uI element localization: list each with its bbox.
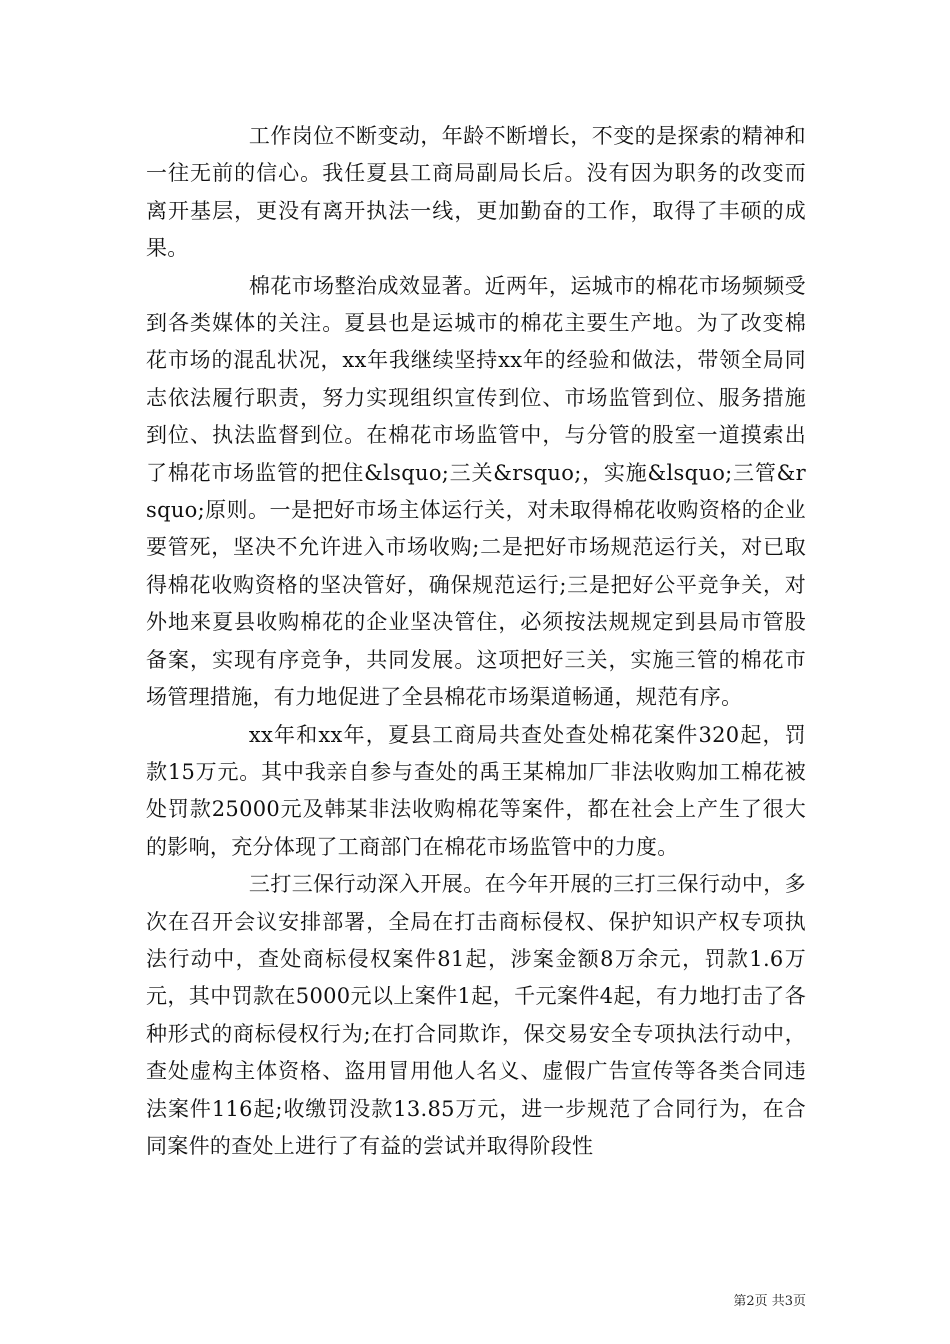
paragraph-2: 棉花市场整治成效显著。近两年，运城市的棉花市场频频受到各类媒体的关注。夏县也是运城市的棉花主要生产地。为了改变棉花市场的混乱状况，xx年我继续坚持xx年的经验和做法，带领全局同志依法履行职责，努力实现组织宣传到位、市场监管到位、服务措施到位、执法监督到位。在棉花市场监管中，与分管的股室一道摸索出了棉花市场监管的把住&lsquo;三关&rsquo;，实施&lsquo;三管&rsquo;原则。一是把好市场主体运行关，对未取得棉花收购资格的企业要管死，坚决不允许进入市场收购;二是把好市场规范运行关，对已取得棉花收购资格的坚决管好，确保规范运行;三是把好公平竞争关，对外地来夏县收购棉花的企业坚决管住，必须按法规规定到县局市管股备案，实现有序竞争，共同发展。这项把好三关，实施三管的棉花市场管理措施，有力地促进了全县棉花市场渠道畅通，规范有序。 [146,273,806,710]
body-text [146,118,806,1165]
paragraph-1: 工作岗位不断变动，年龄不断增长，不变的是探索的精神和一往无前的信心。我任夏县工商局副局长后。没有因为职务的改变而离开基层，更没有离开执法一线，更加勤奋的工作，取得了丰硕的成果。 [146,124,806,261]
paragraph-4: 三打三保行动深入开展。在今年开展的三打三保行动中，多次在召开会议安排部署，全局在打击商标侵权、保护知识产权专项执法行动中，查处商标侵权案件81起，涉案金额8万余元，罚款1.6万元，其中罚款在5000元以上案件1起，千元案件4起，有力地打击了各种形式的商标侵权行为;在打合同欺诈，保交易安全专项执法行动中，查处虚构主体资格、盗用冒用他人名义、虚假广告宣传等各类合同违法案件116起;收缴罚没款13.85万元，进一步规范了合同行为，在合同案件的查处上进行了有益的尝试并取得阶段性 [146,872,806,1158]
page-number: 第2页 共3页 [733,1294,806,1309]
paragraph-3: xx年和xx年，夏县工商局共查处查处棉花案件320起，罚款15万元。其中我亲自参与查处的禹王某棉加厂非法收购加工棉花被处罚款25000元及韩某非法收购棉花等案件，都在社会上产生了很大的影响，充分体现了工商部门在棉花市场监管中的力度。 [146,722,806,859]
